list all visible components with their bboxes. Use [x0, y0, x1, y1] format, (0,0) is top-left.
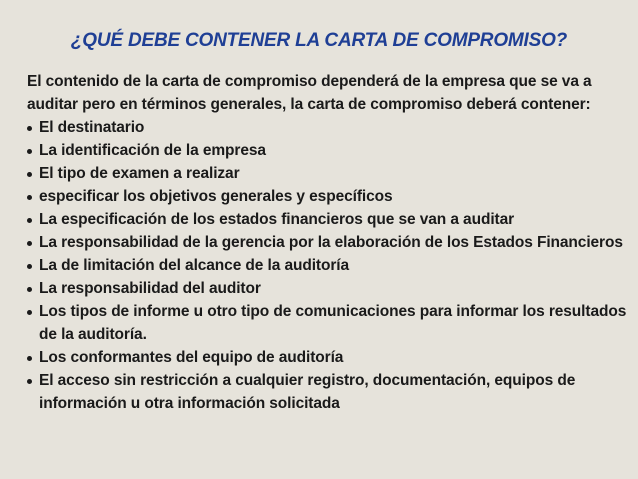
- bullet-dot-icon: [27, 356, 32, 361]
- bullet-text: El acceso sin restricción a cualquier registro, documentación, equipos de información u otra información solicitada: [39, 372, 576, 412]
- bullet-text: La responsabilidad del auditor: [39, 280, 261, 297]
- bullet-item: [27, 346, 627, 369]
- bullet-item: [27, 231, 627, 254]
- bullet-dot-icon: [27, 149, 32, 154]
- slide-title: ¿QUÉ DEBE CONTENER LA CARTA DE COMPROMISO?: [70, 30, 568, 51]
- slide-body: [27, 70, 627, 415]
- bullet-item: [27, 277, 627, 300]
- bullet-dot-icon: [27, 126, 32, 131]
- bullet-dot-icon: [27, 195, 32, 200]
- bullet-text: El tipo de examen a realizar: [39, 165, 240, 182]
- bullet-dot-icon: [27, 172, 32, 177]
- bullet-text: La de limitación del alcance de la auditoría: [39, 257, 350, 274]
- bullet-item: [27, 254, 627, 277]
- bullet-item: [27, 208, 627, 231]
- bullet-text: Los conformantes del equipo de auditoría: [39, 349, 344, 366]
- bullet-text: Los tipos de informe u otro tipo de comunicaciones para informar los resultados de la auditoría.: [39, 303, 627, 343]
- bullet-text: La especificación de los estados financieros que se van a auditar: [39, 211, 515, 228]
- bullet-item: [27, 369, 627, 415]
- intro-paragraph: El contenido de la carta de compromiso dependerá de la empresa que se va a auditar pero en términos generales, la carta de compromiso deberá contener:: [27, 73, 592, 113]
- bullet-text: especificar los objetivos generales y específicos: [39, 188, 393, 205]
- bullet-item: [27, 185, 627, 208]
- bullet-item: [27, 139, 627, 162]
- bullet-dot-icon: [27, 264, 32, 269]
- bullet-dot-icon: [27, 218, 32, 223]
- bullet-item: [27, 162, 627, 185]
- bullet-text: La identificación de la empresa: [39, 142, 266, 159]
- bullet-list: [27, 116, 627, 415]
- bullet-text: El destinatario: [39, 119, 145, 136]
- bullet-dot-icon: [27, 310, 32, 315]
- bullet-item: [27, 300, 627, 346]
- bullet-dot-icon: [27, 241, 32, 246]
- bullet-text: La responsabilidad de la gerencia por la elaboración de los Estados Financieros: [39, 234, 623, 251]
- bullet-item: [27, 116, 627, 139]
- bullet-dot-icon: [27, 379, 32, 384]
- bullet-dot-icon: [27, 287, 32, 292]
